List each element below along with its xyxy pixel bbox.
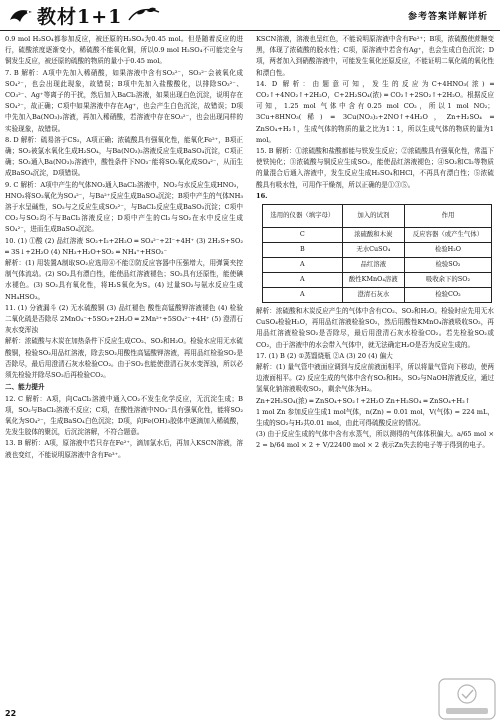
table-cell: 反应容器（或产生气体） [404,228,491,243]
leaf-decoration-icon [127,6,161,24]
bird-logo-icon [8,4,34,26]
answer-paragraph: 17. (1) B (2) ①蒸馏烧瓶 ②A (3) 20 (4) 偏大 [256,351,393,360]
table-header-cell: 作用 [404,205,491,228]
answer-paragraph: 7. B 解析：A项中先加入稀硝酸，如果溶液中含有SO₃²⁻，SO₃²⁻会被氧化成SO₄²⁻，也会出现此现象，故错误；B项中先加入盐酸酸化，以排除SO₃²⁻、CO₃²⁻、Ag⁺等离子的干扰，然后加入BaCl₂溶液，如果出现白色沉淀，说明存在SO₄²⁻，故正确；C项中如果溶液中存在Ag⁺，也会产生白色沉淀，故错误；D项中先加入Ba(NO₃)₂溶液，再加入稀硝酸，若溶液中存在SO₃²⁻，也会出现同样的实验现象，故错误。 [5,68,243,133]
brand-title: 教材1+1 [37,5,123,28]
table-cell: A [263,258,343,273]
answer-paragraph: 8. D 解析：硫易溶于CS₂，A项正确；浓硫酸具有强氧化性，能氧化Fe²⁺，B项正确；SO₂被氯水氧化生成H₂SO₄，与Ba(NO₃)₂溶液反应生成BaSO₄沉淀，C项正确；SO₂通入Ba(NO₃)₂溶液中，酸性条件下NO₃⁻能将SO₂氧化成SO₄²⁻，从而生成BaSO₄沉淀，D项错误。 [5,135,243,178]
question-number: 16. [256,191,268,200]
table-cell: 品红溶液 [342,258,404,273]
table-cell: A [263,273,343,288]
table-row [263,228,492,243]
answer-paragraph: 解析：(1) 用装置A制取SO₂应选用④不能②防反应容器中压强增大，用弹簧夹控制气体流动。(2) SO₂具有漂白性，能使品红溶液褪色；SO₂具有还原性，能使碘水褪色。(3) SO₂具有氧化性，将H₂S氧化为S。(4) 过量SO₂与氨水反应生成NH₄HSO₃。 [5,259,243,301]
table-cell: B [263,243,343,258]
watermark-logo-icon [438,678,496,720]
equation-line: Zn+2H₂SO₄(浓) ═ ZnSO₄+SO₂↑+2H₂O Zn+H₂SO₄ ═ ZnSO₄+H₂↑ [256,396,471,405]
answer-paragraph: 11. (1) 分液漏斗 (2) 无水硫酸铜 (3) 品红褪色 酸性高锰酸钾溶液褪色 (4) 检验二氧化硫是否除尽 2MnO₄⁻+5SO₂+2H₂O ═ 2Mn²⁺+5SO₄²⁻+4H⁺ (5) 澄清石灰水变浑浊 [5,303,243,335]
answer-paragraph: 9. C 解析：A项中产生的气体NO₂通入BaCl₂溶液中，NO₂与水反应生成HNO₃，HNO₃将SO₂氧化为SO₄²⁻，与Ba²⁺反应生成BaSO₄沉淀；B项中产生的气体NH₃溶于水呈碱性，SO₂与之反应生成SO₃²⁻，与BaCl₂反应生成BaSO₃沉淀；C项中CO₂与SO₂均不与BaCl₂溶液反应；D项中产生的Cl₂与SO₂在水中反应生成SO₄²⁻，进而生成BaSO₄沉淀。 [5,180,243,234]
table-cell: A [263,288,343,303]
section-label: 参考答案详解详析 [407,12,488,22]
answer-paragraph: 解析：浓硫酸与木炭在加热条件下反应生成CO₂、SO₂和H₂O。检验水应用无水硫酸铜，检验SO₂用品红溶液，除去SO₂用酸性高锰酸钾溶液，再用品红检验SO₂是否除尽，最后用澄清石灰水检验CO₂。由于SO₂也能使澄清石灰水变浑浊，所以必须先检验并除尽SO₂后再检验CO₂。 [5,337,243,380]
right-column [256,34,494,452]
answer-paragraph: 15. B 解析：①浓硫酸和盐酸都能与铁发生反应；②浓硫酸具有强氧化性，常温下使铁钝化；③浓硫酸与铜反应生成SO₂，能使品红溶液褪色；④SO₂和Cl₂等物质的量混合后通入溶液中，发生反应生成H₂SO₄和HCl，不再具有漂白性；⑤浓硫酸具有吸水性，可用作干燥剂，所以正确的是①③⑤。 [256,147,494,189]
table-cell: 酸性KMnO₄溶液 [342,273,404,288]
brand [8,2,161,28]
table-cell: 检验SO₂ [404,258,491,273]
left-column [5,34,243,461]
table-cell: 无水CuSO₄ [342,243,404,258]
page-number: 22 [5,709,17,718]
answer-paragraph: KSCN溶液，溶液也呈红色，不能说明原溶液中含有Fe²⁺；B项，浓硫酸使蔗糖变黑，体现了浓硫酸的脱水性；C项，原溶液中若含有Ag⁺，也会生成白色沉淀；D项，两者加入到硝酸溶液中，可能发生氧化还原反应，不能证明二氧化硫的氧化性和漂白性。 [256,35,494,77]
table-cell: 浓硫酸和木炭 [342,228,404,243]
answer-paragraph: 0.9 mol H₂SO₄都参加反应，被还原的H₂SO₄为0.45 mol。但是随着反应的进行，硫酸浓度逐渐变小，稀硫酸不能氧化铜，所以0.9 mol H₂SO₄不可能完全与铜发生反应，被还原的硫酸的物质的量小于0.45 mol。 [5,35,243,66]
answer-paragraph: 14. D 解析：由题意可知，发生的反应为C+4HNO₃(浓) ═ CO₂↑+4NO₂↑+2H₂O，C+2H₂SO₄(浓) ═ CO₂↑+2SO₂↑+2H₂O。根据反应可知，1.25 mol 气体中含有0.25 mol CO₂，所以1 mol NO₂；3Cu+8HNO₃(稀) ═ 3Cu(NO₃)₂+2NO↑+4H₂O，Zn+H₂SO₄ ═ ZnSO₄+H₂↑，生成气体的物质的量之比为1∶1，所以生成气体的物质的量为1 mol。 [256,79,494,144]
page-header [0,0,500,31]
answer-paragraph: (3) 由于反应生成的气体中含有水蒸气，所以测得的气体体积偏大。a/65 mol × 2 = b/64 mol × 2 + V/22400 mol × 2 表示Zn失去的电子等于得到的电子。 [256,430,494,450]
answer-paragraph: 1 mol Zn 参加反应生成1 mol气体，n(Zn) = 0.01 mol，V(气体) = 224 mL，生成的SO₂与H₂共0.01 mol，由此可得硫酸反应的情况。 [256,407,494,428]
table-cell: 澄清石灰水 [342,288,404,303]
table-cell: 检验CO₂ [404,288,491,303]
table-header-cell: 选用的仪器（填字母） [263,205,343,228]
reagent-table [262,204,492,303]
table-header-cell: 加入的试剂 [342,205,404,228]
table-cell: C [263,228,343,243]
answer-paragraph: 解析：浓硫酸和木炭反应产生的气体中含有CO₂、SO₂和H₂O。检验时应先用无水CuSO₄检验H₂O，再用品红溶液检验SO₂，然后用酸性KMnO₄溶液吸收SO₂，再用品红溶液检验SO₂是否除尽，最后用澄清石灰水检验CO₂。若先检验SO₂或CO₂，由于溶液中的水会带入气体中，就无法确定H₂O是否为反应生成的。 [256,307,494,349]
table-row [263,243,492,258]
table-cell: 吸收余下的SO₂ [404,273,491,288]
answer-paragraph: 10. (1) ①酸 (2) 品红溶液 SO₂+I₂+2H₂O ═ SO₄²⁻+2I⁻+4H⁺ (3) 2H₂S+SO₂ ═ 3S↓+2H₂O (4) NH₃+H₂O+SO₂ ═ NH₄⁺+HSO₃⁻ [5,236,243,256]
answer-paragraph: 解析：(1) 量气管中液面应调到与反应前液面相平，所以将量气管向下移动，使两边液面相平。(2) 反应生成的气体中含有SO₂和H₂，SO₂与NaOH溶液反应，通过氢氧化钠溶液吸收SO₂，剩余气体为H₂。 [256,363,494,394]
answer-paragraph: 13. B 解析：A项，原溶液中若只存在Fe²⁺，滴加氯水后，再加入KSCN溶液，溶液也变红，不能说明原溶液中含有Fe³⁺。 [5,439,243,459]
table-cell: 检验H₂O [404,243,491,258]
answer-paragraph: 12. C 解析：A项，向CaCl₂溶液中通入CO₂不发生化学反应，无沉淀生成；B项，SO₂与BaCl₂溶液不反应；C项，在酸性溶液中NO₃⁻具有强氧化性，能将SO₂氧化为SO₄²⁻，生成BaSO₄白色沉淀；D项，向Fe(OH)₃胶体中逐滴加入稀硫酸，先发生胶体的聚沉，后沉淀溶解，不符合题意。 [5,394,243,437]
section-heading: 二、能力提升 [5,383,45,392]
table-row [263,273,492,288]
table-row [263,258,492,273]
table-row [263,288,492,303]
table-header-row [263,205,492,228]
